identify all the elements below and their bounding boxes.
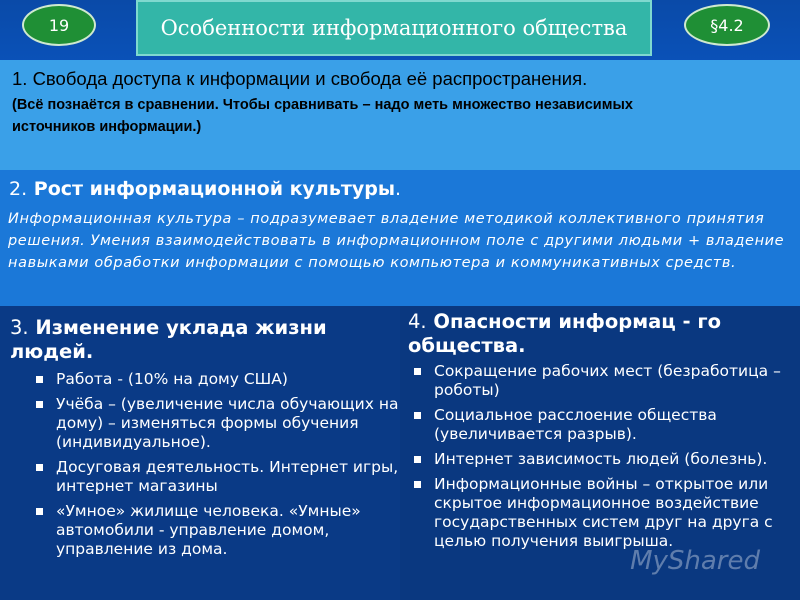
list-item (30, 370, 400, 389)
bullet-icon (36, 464, 43, 471)
list-item (408, 406, 800, 444)
section-freedom-access (0, 60, 800, 170)
bullet-icon (36, 508, 43, 515)
section-info-culture (0, 170, 800, 306)
bullet-icon (414, 481, 421, 488)
bullet-icon (36, 376, 43, 383)
list-item (30, 395, 400, 452)
section4-heading (408, 310, 788, 358)
list-item-text: «Умное» жилище человека. «Умные» автомобили - управление домом, управление из дома. (56, 502, 361, 558)
section2-heading (9, 178, 401, 200)
section-lifestyle-change (0, 306, 400, 600)
section2-title-end: . (395, 178, 402, 200)
section1-heading: 1. Свобода доступа к информации и свобода её распространения. (12, 68, 588, 89)
section3-number: 3. (10, 316, 29, 339)
section2-title: Рост информационной культуры (33, 178, 396, 200)
list-item-text: Информационные войны – открытое или скрытое информационное воздействие государственных систем друг на друга с целью получения выигрыша. (434, 475, 773, 550)
list-item-text: Учёба – (увеличение числа обучающих на дому) – изменяться формы обучения (индивидуальное). (56, 395, 399, 451)
bullet-icon (414, 412, 421, 419)
section3-heading (10, 316, 390, 364)
slide-title: Особенности информационного общества (160, 16, 628, 40)
list-item (30, 458, 400, 496)
list-item (30, 502, 400, 559)
bullet-icon (36, 401, 43, 408)
watermark: MyShared (630, 546, 760, 576)
section3-title: Изменение уклада жизни людей. (10, 316, 327, 363)
section1-body: (Всё познаётся в сравнении. Чтобы сравнивать – надо меть множество независимых источников информации.) (12, 97, 633, 135)
bullet-icon (414, 456, 421, 463)
slide-title-box (136, 0, 652, 56)
section3-list (30, 370, 400, 565)
slide-number: 19 (48, 15, 70, 35)
slide-number-badge (22, 4, 96, 46)
section-ref: §4.2 (710, 15, 744, 35)
section4-title: Опасности информац - го общества. (408, 310, 722, 357)
list-item-text: Социальное расслоение общества (увеличивается разрыв). (434, 406, 717, 443)
section4-list (408, 362, 800, 557)
bullet-icon (414, 368, 421, 375)
list-item (408, 475, 800, 551)
list-item-text: Досуговая деятельность. Интернет игры, интернет магазины (56, 458, 399, 495)
list-item-text: Интернет зависимость людей (болезнь). (434, 450, 768, 468)
list-item-text: Работа - (10% на дому США) (56, 370, 288, 388)
list-item (408, 362, 800, 400)
section2-body: Информационная культура – подразумевает владение методикой коллективного принятия решения. Умения взаимодействовать в информационном поле с другими людьми + владение навыками обработки информации с помощью компьютера и коммуникативных средств. (8, 211, 785, 271)
section4-number: 4. (408, 310, 427, 333)
list-item-text: Сокращение рабочих мест (безработица – роботы) (434, 362, 781, 399)
list-item (408, 450, 800, 469)
section-ref-badge (684, 4, 770, 46)
section2-number: 2. (9, 178, 28, 200)
